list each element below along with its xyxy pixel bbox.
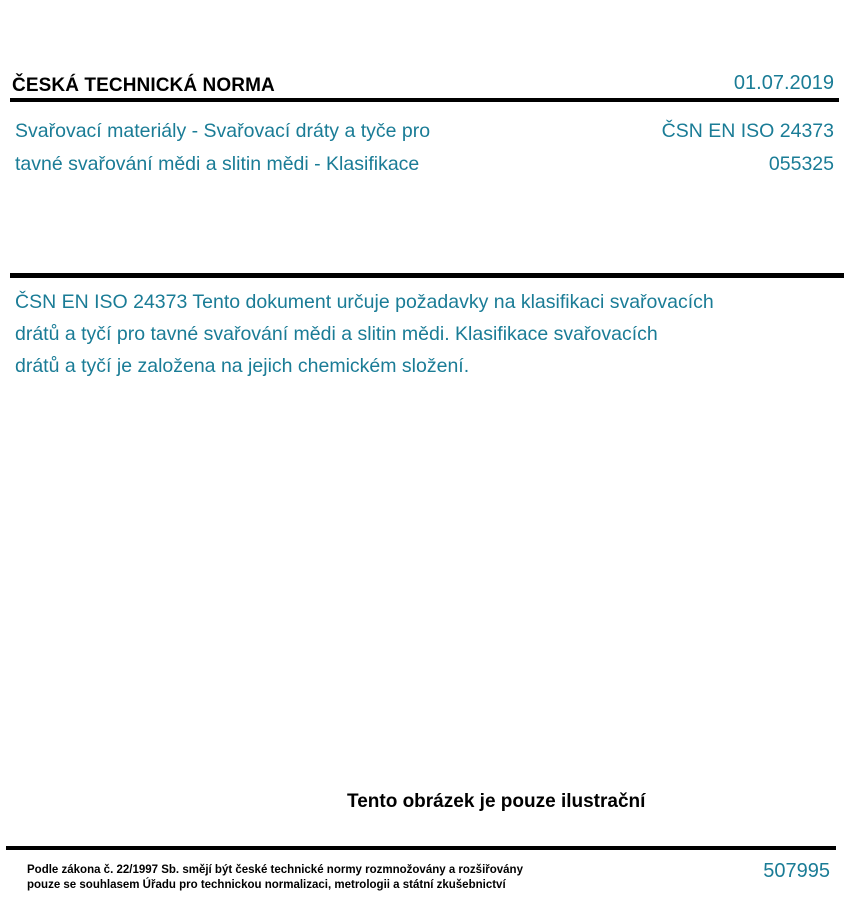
document-number: 507995: [763, 860, 830, 882]
norm-title: ČESKÁ TECHNICKÁ NORMA: [12, 75, 275, 96]
standard-code: ČSN EN ISO 24373: [661, 120, 834, 142]
illustration-note: Tento obrázek je pouze ilustrační: [347, 791, 646, 812]
header-rule: [10, 98, 839, 102]
standard-codes: [662, 115, 834, 181]
issue-date: 01.07.2019: [733, 72, 834, 94]
footer-rule: [6, 846, 836, 850]
description-line: ČSN EN ISO 24373 Tento dokument určuje požadavky na klasifikaci svařovacích: [15, 291, 714, 313]
legal-notice: [27, 863, 523, 893]
legal-notice-line: pouze se souhlasem Úřadu pro technickou normalizaci, metrologii a státní zkušebnictví: [27, 879, 506, 891]
description-line: drátů a tyčí je založena na jejich chemickém složení.: [15, 355, 470, 377]
standard-title-line: tavné svařování mědi a slitin mědi - Klasifikace: [15, 153, 420, 175]
class-number: 055325: [768, 153, 834, 175]
section-rule: [10, 273, 844, 278]
description: [15, 286, 835, 382]
standard-title-line: Svařovací materiály - Svařovací dráty a tyče pro: [15, 120, 431, 142]
legal-notice-line: Podle zákona č. 22/1997 Sb. smějí být české technické normy rozmnožovány a rozšiřovány: [27, 864, 523, 876]
standard-title: [15, 115, 430, 181]
description-line: drátů a tyčí pro tavné svařování mědi a slitin mědi. Klasifikace svařovacích: [15, 323, 658, 345]
